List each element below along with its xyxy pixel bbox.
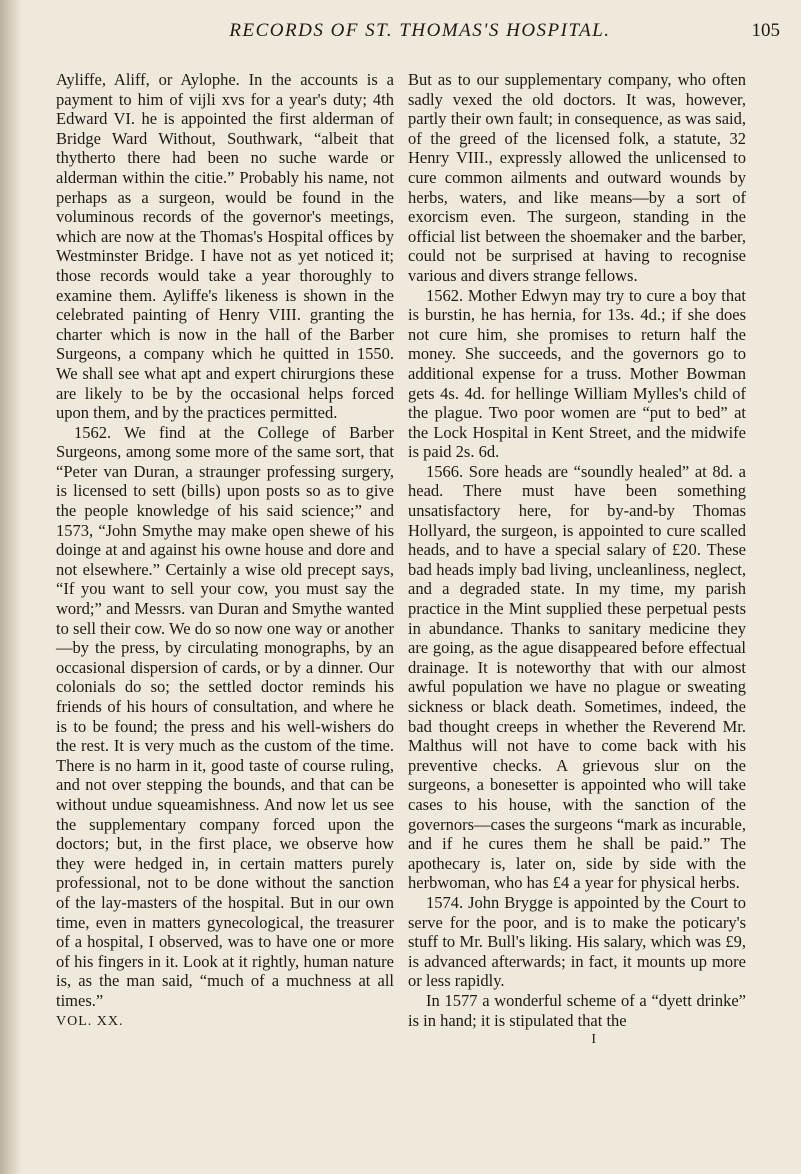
- paragraph: Ayliffe, Aliff, or Aylophe. In the accounts is a payment to him of vijli xvs for a year's duty; 4th Edward VI. he is appointed the first alderman of Bridge Ward Without, Southwark, “albeit that thytherto there had been no suche warde or alderman within the citie.” Probably his name, not perhaps as a surgeon, would be found in the voluminous records of the governor's meetings, which are now at the Thomas's Hospital offices by Westminster Bridge. I have not as yet noticed it; those records would take a year thoroughly to examine them. Ayliffe's likeness is shown in the celebrated painting of Henry VIII. granting the charter which is now in the hall of the Barber Surgeons, a company which he quitted in 1550. We shall see what apt and expert chirurgions these are likely to be by the occasional helps forced upon them, and by the practices permitted.: [56, 70, 394, 423]
- page-number: 105: [751, 20, 780, 41]
- paragraph: But as to our supplementary company, who often sadly vexed the old doctors. It was, however, partly their own fault; in consequence, as was said, of the greed of the licensed folk, a statute, 32 Henry VIII., expressly allowed the unlicensed to cure common ailments and outward wounds by herbs, waters, and like means—by a sort of exorcism even. The surgeon, standing in the official list between the shoemaker and the barber, could not be surprised at having to recognise various and divers strange fellows.: [408, 70, 746, 285]
- page-gutter-shadow: [0, 0, 22, 1174]
- paragraph: In 1577 a wonderful scheme of a “dyett drinke” is in hand; it is stipulated that the: [408, 990, 746, 1030]
- paragraph: 1562. We find at the College of Barber Surgeons, among some more of the same sort, that “Peter van Duran, a straunger professing surgery, is licensed to sett (bills) upon posts so as to give the people knowledge of his said science;” and 1573, “John Smythe may make open shewe of his doinge at and against his owne house and dore and not elsewhere.” Certainly a wise old precept says, “If you want to sell your cow, you must say the word;” and Messrs. van Duran and Smythe wanted to sell their cow. We do so now one way or another—by the press, by circulating monographs, by an occasional dispersion of cards, or by a dinner. Our colonials do so; the settled doctor reminds his friends of his hours of consultation, and where he is to be found; the press and his well-wishers do the rest. It is very much as the custom of the time. There is no harm in it, good taste of course ruling, and not over stepping the bounds, and that can be without undue squeamishness. And now let us see the supplementary company forced upon the doctors; but, in the first place, we observe how they were hedged in, in certain matters purely professional, not to be done without the sanction of the lay-masters of the hospital. But in our own time, even in matters gynecological, the treasurer of a hospital, I observed, was to have one or more of his fingers in it. Look at it rightly, human nature is, as the man said, “much of a muchness at all times.”: [56, 422, 394, 1010]
- left-column: [56, 70, 394, 1031]
- signature-mark: I: [591, 1032, 596, 1048]
- volume-signature: [56, 1012, 394, 1032]
- paragraph: 1562. Mother Edwyn may try to cure a boy that is burstin, he has hernia, for 13s. 4d.; if she does not cure him, she promises to return half the money. She succeeds, and the governors go to additional expense for a truss. Mother Bowman gets 4s. 4d. for hellinge William Mylles's child of the plague. Two poor women are “put to bed” at the Lock Hospital in Kent Street, and the midwife is paid 2s. 6d.: [408, 285, 746, 462]
- right-column: [408, 70, 746, 1050]
- page-header: [60, 20, 780, 48]
- volume-label: VOL. XX.: [56, 1013, 124, 1029]
- paragraph: 1566. Sore heads are “soundly healed” at 8d. a head. There must have been something unsatisfactory here, for by-and-by Thomas Hollyard, the surgeon, is appointed to cure scalled heads, and to have a special salary of £20. These bad heads imply bad living, uncleanliness, neglect, and a degraded state. In my time, my parish practice in the Mint supplied these perpetual pests in abundance. Thanks to sanitary medicine they are going, as the ague disappeared before effectual drainage. It is noteworthy that with our almost awful population we have no plague or sweating sickness or black death. Sometimes, indeed, the bad thought creeps in whether the Reverend Mr. Malthus will not have to come back with his preventive checks. A grievous slur on the surgeons, a bonesetter is appointed who will take cases to his house, with the sanction of the governors—cases the surgeons “mark as incurable, and if he cures them he shall be paid.” The apothecary is, later on, side by side with the herbwoman, who has £4 a year for physical herbs.: [408, 461, 746, 893]
- paragraph: 1574. John Brygge is appointed by the Court to serve for the poor, and is to make the poticary's stuff to Mr. Bull's liking. His salary, which was £9, is advanced afterwards; in fact, it mounts up more or less rapidly.: [408, 892, 746, 991]
- running-title: RECORDS OF ST. THOMAS'S HOSPITAL.: [229, 20, 611, 41]
